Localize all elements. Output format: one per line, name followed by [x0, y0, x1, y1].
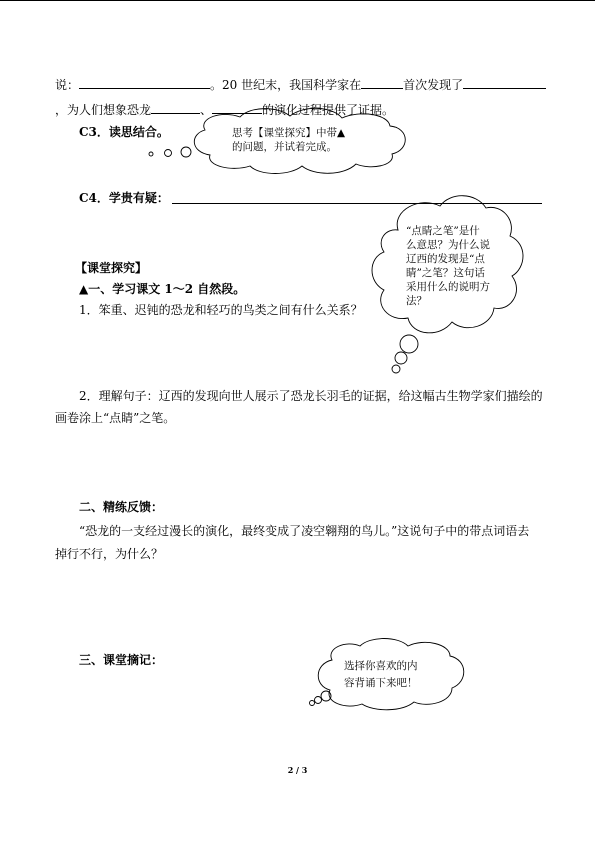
cloud-1-bubble-small	[149, 152, 153, 156]
question-2-line-2: 画卷涂上“点睛”之笔。	[55, 411, 176, 425]
cloud-2-text-1: “点睛之笔”是什	[406, 225, 480, 237]
cloud-2-bubble-medium	[395, 352, 407, 364]
cloud-2-text-2: 么意思？为什么说	[406, 239, 490, 251]
page-number: 2 / 3	[287, 765, 308, 775]
cloud-3-text-2: 容背诵下来吧！	[344, 677, 418, 689]
notes-heading: 三、课堂摘记：	[79, 653, 164, 667]
cloud-2-text-3: 辽西的发现是“点	[406, 253, 485, 265]
explore-heading: 【课堂探究】	[75, 261, 148, 275]
c4-label: C4．学贵有疑：	[79, 191, 169, 205]
text-20th-century: 。20 世纪末，我国科学家在	[210, 78, 362, 92]
cloud-3-text-1: 选择你喜欢的内	[344, 660, 418, 672]
cloud-2-text-5: 采用什么的说明方	[406, 281, 490, 293]
text-comma: 、	[200, 103, 213, 117]
text-shuo: 说：	[55, 78, 80, 92]
practice-text-1: “恐龙的一支经过漫长的演化，最终变成了凌空翱翔的鸟儿。”这说句子中的带点词语去	[79, 524, 530, 538]
cloud-2-bubble-large	[400, 335, 418, 353]
cloud-3-bubble-medium	[315, 697, 322, 704]
explore-subheading: ▲一、学习课文 1～2 自然段。	[79, 282, 246, 296]
question-2-line-1: 2．理解句子：辽西的发现向世人展示了恐龙长羽毛的证据，给这幅古生物学家们描绘的	[79, 389, 543, 403]
c4-answer-line[interactable]	[172, 203, 542, 204]
cloud-3-outline	[318, 639, 464, 710]
cloud-1-text-1: 思考【课堂探究】中带▲	[232, 127, 346, 139]
cloud-3-bubble-small	[310, 701, 315, 706]
text-imagine-dino: ，为人们想象恐龙	[55, 103, 152, 117]
text-first-found: 首次发现了	[403, 78, 464, 92]
practice-heading: 二、精练反馈：	[79, 500, 164, 514]
cloud-1-text-2: 的问题，并试着完成。	[232, 141, 337, 153]
cloud-2-text-6: 法？	[406, 295, 427, 307]
cloud-2-text-4: 睛”之笔？这句话	[406, 267, 485, 279]
practice-text-2: 掉行不行，为什么？	[55, 547, 164, 561]
cloud-1-bubble-medium	[165, 150, 172, 157]
cloud-2-bubble-small	[392, 365, 400, 373]
text-evolution-evidence: 的演化过程提供了证据。	[262, 103, 395, 117]
cloud-1-bubble-large	[181, 147, 191, 157]
question-1: 1．笨重、迟钝的恐龙和轻巧的鸟类之间有什么关系？	[79, 303, 363, 317]
c3-label: C3．读思结合。	[79, 125, 169, 139]
